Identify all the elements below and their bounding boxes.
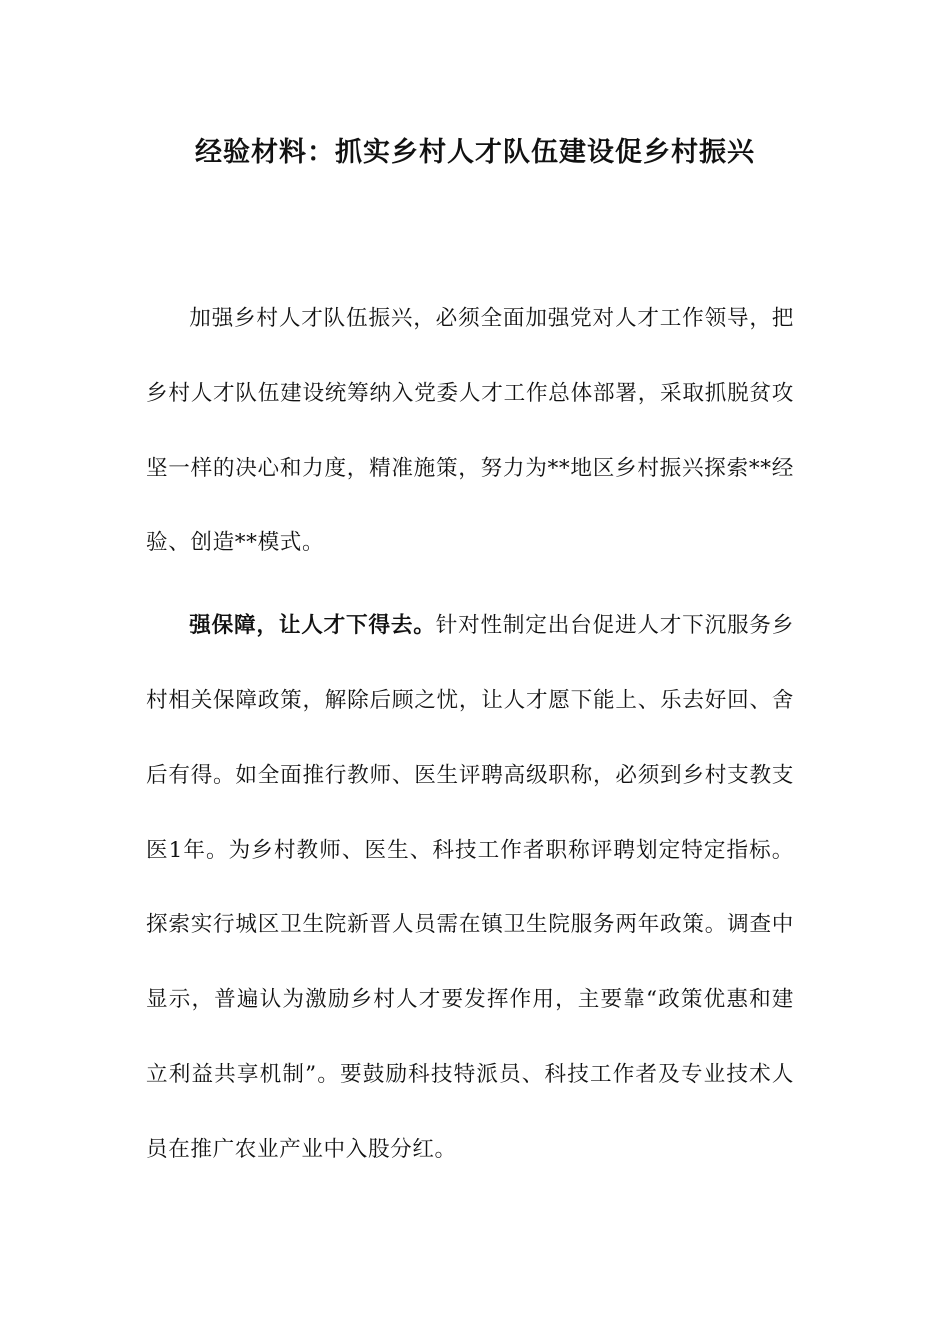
paragraph-lead-heading: 强保障，让人才下得去。 xyxy=(189,613,436,639)
document-title: 经验材料：抓实乡村人才队伍建设促乡村振兴 xyxy=(195,137,755,168)
paragraph-guarantee xyxy=(146,589,794,1187)
document-body xyxy=(146,282,794,1196)
paragraph-intro: 加强乡村人才队伍振兴，必须全面加强党对人才工作领导，把乡村人才队伍建设统筹纳入党委人才工作总体部署，采取抓脱贫攻坚一样的决心和力度，精准施策，努力为**地区乡村振兴探索**经验、创造**模式。 xyxy=(146,306,794,556)
paragraph-guarantee-text: 针对性制定出台促进人才下沉服务乡村相关保障政策，解除后顾之忧，让人才愿下能上、乐去好回、舍后有得。如全面推行教师、医生评聘高级职称，必须到乡村支教支医1年。为乡村教师、医生、科技工作者职称评聘划定特定指标。探索实行城区卫生院新晋人员需在镇卫生院服务两年政策。调查中显示，普遍认为激励乡村人才要发挥作用，主要靠“政策优惠和建立利益共享机制”。要鼓励科技特派员、科技工作者及专业技术人员在推广农业产业中入股分红。 xyxy=(146,613,794,1162)
